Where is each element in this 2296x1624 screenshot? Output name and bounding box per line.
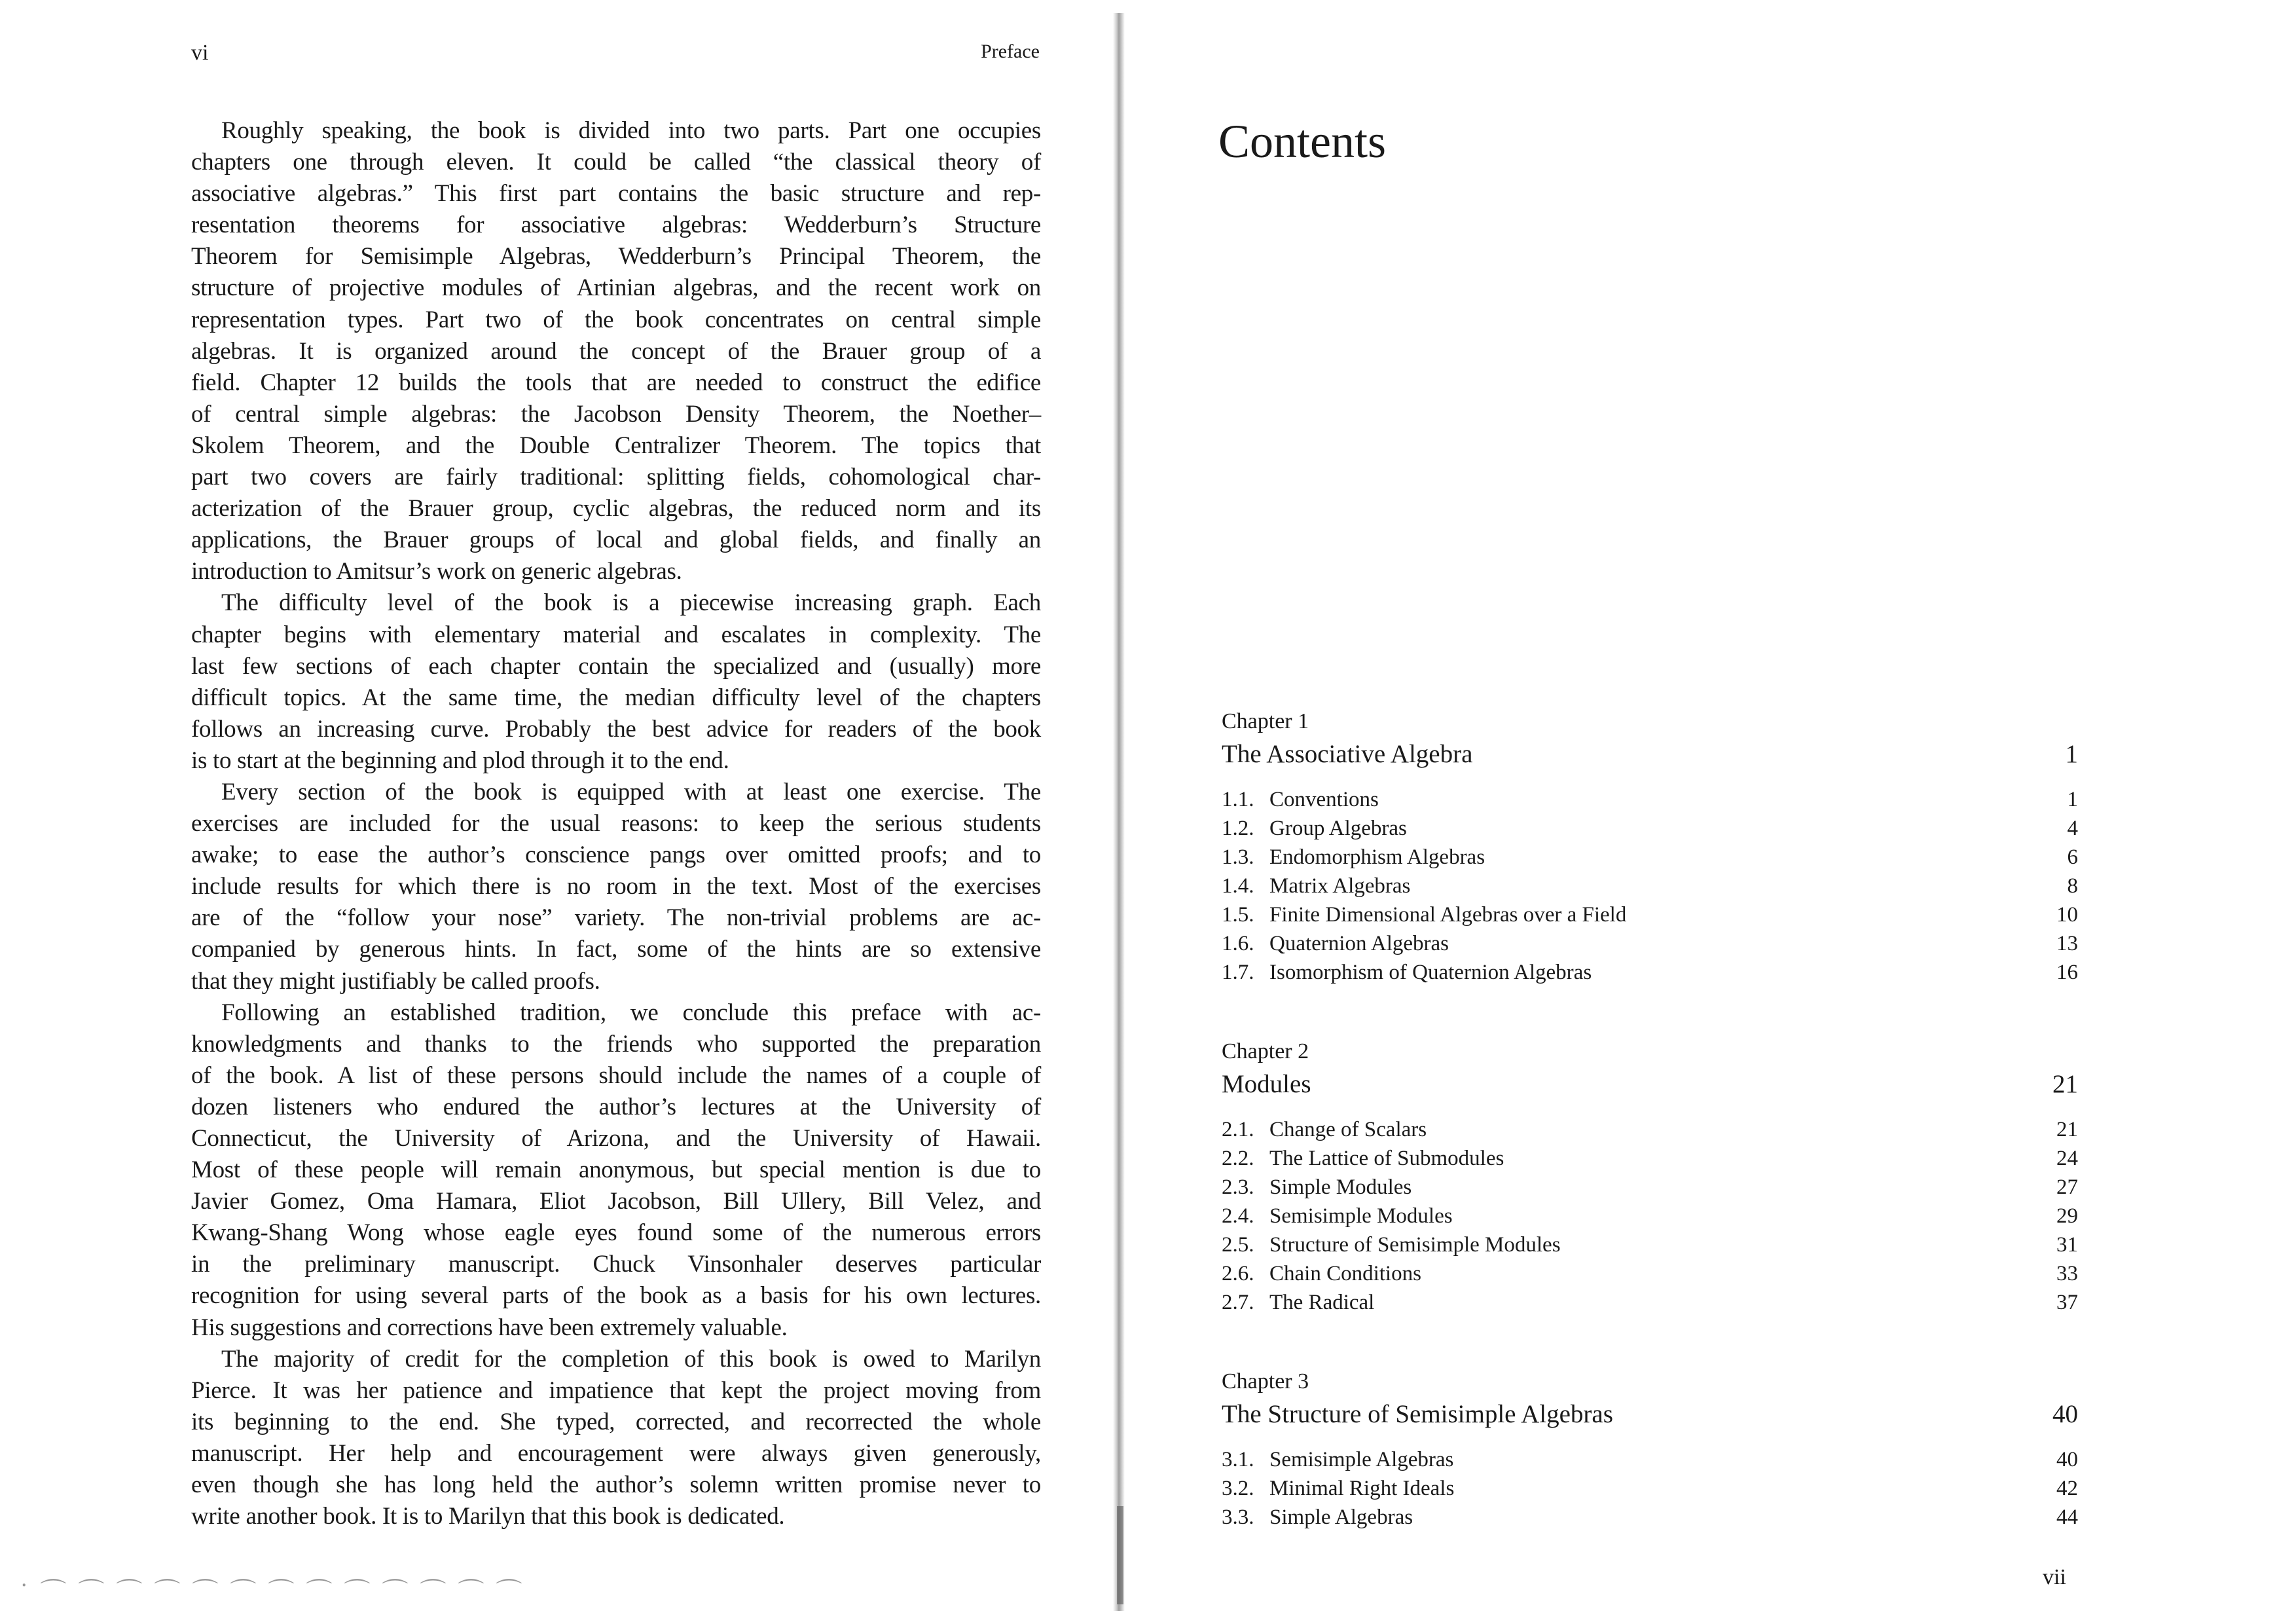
text-line: Roughly speaking, the book is divided into two parts. Part one occupies [221,117,1041,144]
book-gutter-shadow-bottom [1117,1506,1123,1604]
section-title: The Radical [1269,1291,1375,1314]
section-page: 21 [2056,1118,2078,1141]
toc-section-row [1222,961,2078,989]
text-line: Most of these people will remain anonymous, but special mention is due to [191,1156,1041,1184]
chapter-title: The Associative Algebra [1222,740,1473,768]
text-line: companied by generous hints. In fact, some of the hints are so extensive [191,936,1041,963]
section-title: Quaternion Algebras [1269,932,1449,955]
section-number: 2.7. [1222,1291,1254,1314]
text-line: Javier Gomez, Oma Hamara, Eliot Jacobson, Bill Ullery, Bill Velez, and [191,1188,1041,1215]
text-line: recognition for using several parts of the book as a basis for his own lectures. [191,1282,1041,1310]
section-title: Semisimple Algebras [1269,1448,1454,1471]
chapter-title: Modules [1222,1070,1311,1098]
text-line: include results for which there is no room in the text. Most of the exercises [191,873,1041,900]
section-page: 27 [2056,1175,2078,1199]
text-line: is to start at the beginning and plod through it to the end. [191,747,729,774]
text-line: acterization of the Brauer group, cyclic algebras, the reduced norm and its [191,495,1041,523]
text-line: applications, the Brauer groups of local and global fields, and finally an [191,526,1041,554]
section-page: 8 [2067,874,2078,898]
section-number: 2.3. [1222,1175,1254,1199]
section-number: 1.3. [1222,845,1254,869]
section-title: Conventions [1269,788,1379,811]
section-title: Structure of Semisimple Modules [1269,1233,1561,1257]
text-line: that they might justifiably be called proofs. [191,967,600,995]
toc-section-row [1222,1147,2078,1175]
text-line: dozen listeners who endured the author’s lectures at the University of [191,1093,1041,1120]
text-line: its beginning to the end. She typed, corrected, and recorrected the whole [191,1408,1041,1435]
text-line: knowledgments and thanks to the friends who supported the preparation [191,1030,1041,1058]
contents-title: Contents [1218,115,1387,168]
text-line: representation types. Part two of the book concentrates on central simple [191,306,1041,333]
section-page: 24 [2056,1147,2078,1170]
chapter-page: 40 [2052,1400,2078,1428]
text-line: His suggestions and corrections have been extremely valuable. [191,1314,788,1341]
chapter-page: 1 [2065,740,2078,768]
section-title: Simple Modules [1269,1175,1412,1199]
chapter-page: 21 [2052,1070,2078,1098]
section-page: 42 [2056,1477,2078,1500]
book-gutter-shadow [1113,13,1125,1611]
text-line: of the book. A list of these persons should include the names of a couple of [191,1061,1041,1089]
toc-section-row [1222,1477,2078,1505]
section-number: 1.1. [1222,788,1254,811]
section-number: 1.6. [1222,932,1254,955]
text-line: even though she has long held the author’s solemn written promise never to [191,1471,1041,1499]
text-line: awake; to ease the author’s conscience pangs over omitted proofs; and to [191,841,1041,869]
text-line: introduction to Amitsur’s work on generic algebras. [191,558,682,585]
text-line: of central simple algebras: the Jacobson Density Theorem, the Noether– [191,400,1041,428]
section-title: Finite Dimensional Algebras over a Field [1269,903,1627,927]
text-line: The difficulty level of the book is a piecewise increasing graph. Each [221,589,1041,617]
toc-section-row [1222,817,2078,845]
text-line: The majority of credit for the completion of this book is owed to Marilyn [221,1345,1041,1373]
text-line: Kwang-Shang Wong whose eagle eyes found some of the numerous errors [191,1219,1041,1247]
text-line: difficult topics. At the same time, the median difficulty level of the chapters [191,684,1041,711]
section-page: 1 [2067,788,2078,811]
toc-section-row [1222,1262,2078,1291]
text-line: resentation theorems for associative algebras: Wedderburn’s Structure [191,212,1041,239]
running-head: Preface [981,41,1040,62]
section-page: 31 [2056,1233,2078,1257]
section-title: Group Algebras [1269,817,1407,840]
text-line: chapter begins with elementary material and escalates in complexity. The [191,621,1041,648]
text-line: manuscript. Her help and encouragement were always given generously, [191,1439,1041,1467]
text-line: write another book. It is to Marilyn that this book is dedicated. [191,1503,785,1530]
section-number: 2.1. [1222,1118,1254,1141]
toc-section-row [1222,788,2078,817]
toc-section-row [1222,1448,2078,1477]
section-title: Endomorphism Algebras [1269,845,1485,869]
text-line: Connecticut, the University of Arizona, and the University of Hawaii. [191,1125,1041,1152]
text-line: follows an increasing curve. Probably the best advice for readers of the book [191,715,1041,743]
text-line: structure of projective modules of Artinian algebras, and the recent work on [191,274,1041,302]
section-number: 2.4. [1222,1204,1254,1228]
section-page: 37 [2056,1291,2078,1314]
section-page: 6 [2067,845,2078,869]
section-page: 40 [2056,1448,2078,1471]
toc-section-row [1222,1505,2078,1534]
section-number: 1.4. [1222,874,1254,898]
section-number: 2.2. [1222,1147,1254,1170]
section-title: The Lattice of Submodules [1269,1147,1504,1170]
section-page: 13 [2056,932,2078,955]
text-line: field. Chapter 12 builds the tools that are needed to construct the edifice [191,369,1041,396]
page-number-left: vi [191,41,209,65]
section-page: 29 [2056,1204,2078,1228]
toc-section-row [1222,1291,2078,1320]
text-line: are of the “follow your nose” variety. The non-trivial problems are ac- [191,904,1041,932]
text-line: associative algebras.” This first part contains the basic structure and rep- [191,180,1041,208]
toc-section-row [1222,874,2078,903]
section-page: 4 [2067,817,2078,840]
text-line: Theorem for Semisimple Algebras, Wedderburn’s Principal Theorem, the [191,243,1041,270]
toc-section-row [1222,1175,2078,1204]
page-number-right: vii [2043,1565,2066,1589]
text-line: in the preliminary manuscript. Chuck Vinsonhaler deserves particular [191,1251,1041,1278]
text-line: Every section of the book is equipped with at least one exercise. The [221,778,1041,805]
scan-artifact: ˙⌒⌒⌒⌒⌒⌒⌒⌒⌒⌒⌒⌒⌒ [20,1578,534,1607]
text-line: last few sections of each chapter contain the specialized and (usually) more [191,652,1041,680]
chapter-label: Chapter 3 [1222,1369,1309,1393]
section-title: Semisimple Modules [1269,1204,1453,1228]
section-number: 2.6. [1222,1262,1254,1285]
chapter-title: The Structure of Semisimple Algebras [1222,1400,1613,1428]
toc-section-row [1222,1118,2078,1147]
text-line: exercises are included for the usual reasons: to keep the serious students [191,810,1041,838]
section-number: 2.5. [1222,1233,1254,1257]
toc-section-row [1222,1233,2078,1262]
section-number: 1.7. [1222,961,1254,984]
section-page: 10 [2056,903,2078,927]
text-line: algebras. It is organized around the concept of the Brauer group of a [191,337,1041,365]
toc-section-row [1222,903,2078,932]
text-line: Skolem Theorem, and the Double Centralizer Theorem. The topics that [191,432,1041,459]
preface-body [191,115,1041,1532]
section-page: 44 [2056,1505,2078,1529]
toc-section-row [1222,845,2078,874]
section-title: Minimal Right Ideals [1269,1477,1455,1500]
section-number: 3.1. [1222,1448,1254,1471]
text-line: Following an established tradition, we conclude this preface with ac- [221,999,1041,1026]
section-number: 1.5. [1222,903,1254,927]
section-title: Isomorphism of Quaternion Algebras [1269,961,1592,984]
text-line: Pierce. It was her patience and impatience that kept the project moving from [191,1376,1041,1404]
section-page: 33 [2056,1262,2078,1285]
toc-section-row [1222,1204,2078,1233]
text-line: chapters one through eleven. It could be called “the classical theory of [191,149,1041,176]
section-number: 1.2. [1222,817,1254,840]
text-line: part two covers are fairly traditional: splitting fields, cohomological char- [191,464,1041,491]
section-title: Change of Scalars [1269,1118,1427,1141]
section-title: Matrix Algebras [1269,874,1411,898]
section-number: 3.3. [1222,1505,1254,1529]
section-number: 3.2. [1222,1477,1254,1500]
section-title: Simple Algebras [1269,1505,1413,1529]
section-title: Chain Conditions [1269,1262,1421,1285]
chapter-label: Chapter 2 [1222,1039,1309,1063]
section-page: 16 [2056,961,2078,984]
chapter-label: Chapter 1 [1222,709,1309,733]
toc-section-row [1222,932,2078,961]
